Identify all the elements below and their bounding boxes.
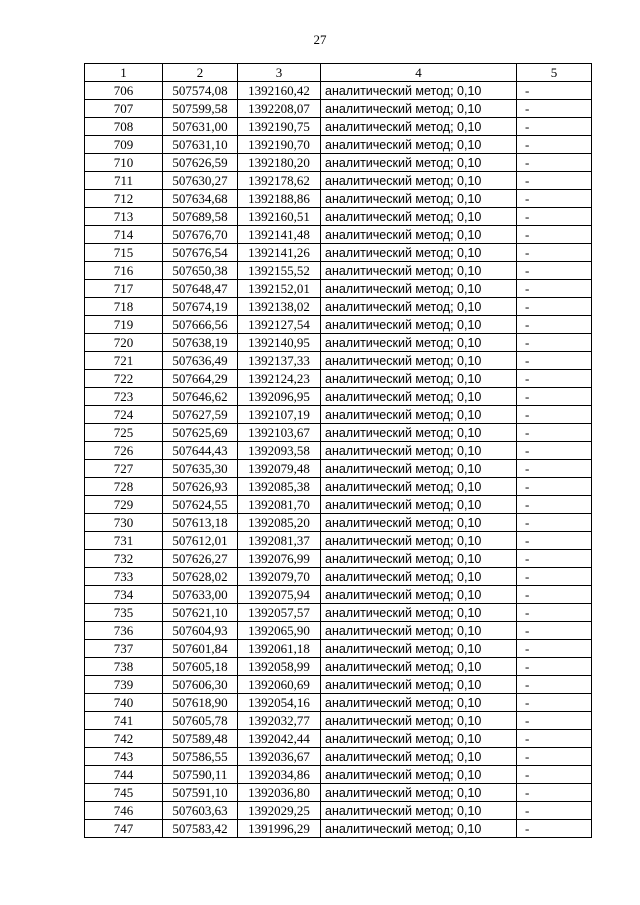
note-cell: - bbox=[517, 532, 592, 550]
table-header bbox=[85, 64, 592, 82]
note-cell: - bbox=[517, 298, 592, 316]
method-accuracy-cell: аналитический метод; 0,10 bbox=[321, 694, 517, 712]
method-accuracy-cell: аналитический метод; 0,10 bbox=[321, 370, 517, 388]
table-row bbox=[85, 172, 592, 190]
y-coordinate-cell: 1392155,52 bbox=[238, 262, 321, 280]
point-number-cell: 718 bbox=[85, 298, 163, 316]
y-coordinate-cell: 1392085,20 bbox=[238, 514, 321, 532]
x-coordinate-cell: 507631,00 bbox=[163, 118, 238, 136]
table-row bbox=[85, 334, 592, 352]
table-row bbox=[85, 190, 592, 208]
note-cell: - bbox=[517, 568, 592, 586]
x-coordinate-cell: 507625,69 bbox=[163, 424, 238, 442]
x-coordinate-cell: 507630,27 bbox=[163, 172, 238, 190]
note-cell: - bbox=[517, 586, 592, 604]
note-cell: - bbox=[517, 352, 592, 370]
note-cell: - bbox=[517, 550, 592, 568]
table-row bbox=[85, 550, 592, 568]
y-coordinate-cell: 1392079,48 bbox=[238, 460, 321, 478]
method-accuracy-cell: аналитический метод; 0,10 bbox=[321, 514, 517, 532]
y-coordinate-cell: 1392152,01 bbox=[238, 280, 321, 298]
table-row bbox=[85, 748, 592, 766]
x-coordinate-cell: 507621,10 bbox=[163, 604, 238, 622]
point-number-cell: 743 bbox=[85, 748, 163, 766]
method-accuracy-cell: аналитический метод; 0,10 bbox=[321, 190, 517, 208]
table-row bbox=[85, 424, 592, 442]
note-cell: - bbox=[517, 136, 592, 154]
point-number-cell: 728 bbox=[85, 478, 163, 496]
y-coordinate-cell: 1392188,86 bbox=[238, 190, 321, 208]
y-coordinate-cell: 1392140,95 bbox=[238, 334, 321, 352]
point-number-cell: 727 bbox=[85, 460, 163, 478]
point-number-cell: 734 bbox=[85, 586, 163, 604]
y-coordinate-cell: 1392127,54 bbox=[238, 316, 321, 334]
point-number-cell: 740 bbox=[85, 694, 163, 712]
table-row bbox=[85, 730, 592, 748]
point-number-cell: 746 bbox=[85, 802, 163, 820]
y-coordinate-cell: 1392081,70 bbox=[238, 496, 321, 514]
point-number-cell: 723 bbox=[85, 388, 163, 406]
y-coordinate-cell: 1392190,75 bbox=[238, 118, 321, 136]
x-coordinate-cell: 507644,43 bbox=[163, 442, 238, 460]
method-accuracy-cell: аналитический метод; 0,10 bbox=[321, 316, 517, 334]
x-coordinate-cell: 507627,59 bbox=[163, 406, 238, 424]
note-cell: - bbox=[517, 316, 592, 334]
method-accuracy-cell: аналитический метод; 0,10 bbox=[321, 208, 517, 226]
method-accuracy-cell: аналитический метод; 0,10 bbox=[321, 100, 517, 118]
table-row bbox=[85, 352, 592, 370]
note-cell: - bbox=[517, 262, 592, 280]
y-coordinate-cell: 1392079,70 bbox=[238, 568, 321, 586]
note-cell: - bbox=[517, 154, 592, 172]
y-coordinate-cell: 1392208,07 bbox=[238, 100, 321, 118]
method-accuracy-cell: аналитический метод; 0,10 bbox=[321, 352, 517, 370]
note-cell: - bbox=[517, 118, 592, 136]
method-accuracy-cell: аналитический метод; 0,10 bbox=[321, 802, 517, 820]
note-cell: - bbox=[517, 820, 592, 838]
table-row bbox=[85, 208, 592, 226]
point-number-cell: 731 bbox=[85, 532, 163, 550]
table-row bbox=[85, 568, 592, 586]
method-accuracy-cell: аналитический метод; 0,10 bbox=[321, 298, 517, 316]
point-number-cell: 738 bbox=[85, 658, 163, 676]
method-accuracy-cell: аналитический метод; 0,10 bbox=[321, 586, 517, 604]
note-cell: - bbox=[517, 748, 592, 766]
method-accuracy-cell: аналитический метод; 0,10 bbox=[321, 604, 517, 622]
x-coordinate-cell: 507646,62 bbox=[163, 388, 238, 406]
y-coordinate-cell: 1392058,99 bbox=[238, 658, 321, 676]
method-accuracy-cell: аналитический метод; 0,10 bbox=[321, 550, 517, 568]
method-accuracy-cell: аналитический метод; 0,10 bbox=[321, 226, 517, 244]
method-accuracy-cell: аналитический метод; 0,10 bbox=[321, 784, 517, 802]
point-number-cell: 721 bbox=[85, 352, 163, 370]
note-cell: - bbox=[517, 334, 592, 352]
x-coordinate-cell: 507666,56 bbox=[163, 316, 238, 334]
method-accuracy-cell: аналитический метод; 0,10 bbox=[321, 406, 517, 424]
x-coordinate-cell: 507631,10 bbox=[163, 136, 238, 154]
note-cell: - bbox=[517, 802, 592, 820]
x-coordinate-cell: 507638,19 bbox=[163, 334, 238, 352]
note-cell: - bbox=[517, 460, 592, 478]
x-coordinate-cell: 507612,01 bbox=[163, 532, 238, 550]
x-coordinate-cell: 507634,68 bbox=[163, 190, 238, 208]
method-accuracy-cell: аналитический метод; 0,10 bbox=[321, 118, 517, 136]
x-coordinate-cell: 507605,78 bbox=[163, 712, 238, 730]
x-coordinate-cell: 507583,42 bbox=[163, 820, 238, 838]
x-coordinate-cell: 507613,18 bbox=[163, 514, 238, 532]
x-coordinate-cell: 507626,59 bbox=[163, 154, 238, 172]
y-coordinate-cell: 1392075,94 bbox=[238, 586, 321, 604]
point-number-cell: 732 bbox=[85, 550, 163, 568]
x-coordinate-cell: 507674,19 bbox=[163, 298, 238, 316]
method-accuracy-cell: аналитический метод; 0,10 bbox=[321, 766, 517, 784]
method-accuracy-cell: аналитический метод; 0,10 bbox=[321, 154, 517, 172]
note-cell: - bbox=[517, 784, 592, 802]
table-body bbox=[85, 82, 592, 838]
point-number-cell: 709 bbox=[85, 136, 163, 154]
x-coordinate-cell: 507676,70 bbox=[163, 226, 238, 244]
coordinates-table bbox=[84, 63, 592, 838]
table-row bbox=[85, 298, 592, 316]
point-number-cell: 745 bbox=[85, 784, 163, 802]
y-coordinate-cell: 1392103,67 bbox=[238, 424, 321, 442]
note-cell: - bbox=[517, 640, 592, 658]
method-accuracy-cell: аналитический метод; 0,10 bbox=[321, 82, 517, 100]
note-cell: - bbox=[517, 730, 592, 748]
note-cell: - bbox=[517, 514, 592, 532]
y-coordinate-cell: 1392065,90 bbox=[238, 622, 321, 640]
table-row bbox=[85, 118, 592, 136]
table-row bbox=[85, 370, 592, 388]
note-cell: - bbox=[517, 676, 592, 694]
note-cell: - bbox=[517, 172, 592, 190]
table-row bbox=[85, 514, 592, 532]
header-row bbox=[85, 64, 592, 82]
x-coordinate-cell: 507574,08 bbox=[163, 82, 238, 100]
column-header-3: 3 bbox=[238, 64, 321, 82]
point-number-cell: 742 bbox=[85, 730, 163, 748]
method-accuracy-cell: аналитический метод; 0,10 bbox=[321, 568, 517, 586]
y-coordinate-cell: 1392036,80 bbox=[238, 784, 321, 802]
x-coordinate-cell: 507586,55 bbox=[163, 748, 238, 766]
y-coordinate-cell: 1392076,99 bbox=[238, 550, 321, 568]
point-number-cell: 744 bbox=[85, 766, 163, 784]
point-number-cell: 736 bbox=[85, 622, 163, 640]
method-accuracy-cell: аналитический метод; 0,10 bbox=[321, 478, 517, 496]
table-row bbox=[85, 316, 592, 334]
y-coordinate-cell: 1392032,77 bbox=[238, 712, 321, 730]
x-coordinate-cell: 507626,27 bbox=[163, 550, 238, 568]
point-number-cell: 722 bbox=[85, 370, 163, 388]
point-number-cell: 735 bbox=[85, 604, 163, 622]
table-row bbox=[85, 532, 592, 550]
y-coordinate-cell: 1392034,86 bbox=[238, 766, 321, 784]
column-header-5: 5 bbox=[517, 64, 592, 82]
table-row bbox=[85, 802, 592, 820]
y-coordinate-cell: 1392160,51 bbox=[238, 208, 321, 226]
point-number-cell: 720 bbox=[85, 334, 163, 352]
table-row bbox=[85, 100, 592, 118]
table-row bbox=[85, 244, 592, 262]
note-cell: - bbox=[517, 82, 592, 100]
table-row bbox=[85, 406, 592, 424]
method-accuracy-cell: аналитический метод; 0,10 bbox=[321, 388, 517, 406]
y-coordinate-cell: 1392085,38 bbox=[238, 478, 321, 496]
y-coordinate-cell: 1392137,33 bbox=[238, 352, 321, 370]
table-row bbox=[85, 388, 592, 406]
y-coordinate-cell: 1392036,67 bbox=[238, 748, 321, 766]
table-row bbox=[85, 442, 592, 460]
y-coordinate-cell: 1392178,62 bbox=[238, 172, 321, 190]
point-number-cell: 717 bbox=[85, 280, 163, 298]
method-accuracy-cell: аналитический метод; 0,10 bbox=[321, 730, 517, 748]
point-number-cell: 715 bbox=[85, 244, 163, 262]
table-row bbox=[85, 226, 592, 244]
point-number-cell: 716 bbox=[85, 262, 163, 280]
point-number-cell: 707 bbox=[85, 100, 163, 118]
note-cell: - bbox=[517, 622, 592, 640]
x-coordinate-cell: 507599,58 bbox=[163, 100, 238, 118]
table-row bbox=[85, 496, 592, 514]
note-cell: - bbox=[517, 496, 592, 514]
table-row bbox=[85, 586, 592, 604]
method-accuracy-cell: аналитический метод; 0,10 bbox=[321, 640, 517, 658]
method-accuracy-cell: аналитический метод; 0,10 bbox=[321, 460, 517, 478]
point-number-cell: 708 bbox=[85, 118, 163, 136]
point-number-cell: 741 bbox=[85, 712, 163, 730]
note-cell: - bbox=[517, 766, 592, 784]
table-row bbox=[85, 136, 592, 154]
table-row bbox=[85, 604, 592, 622]
method-accuracy-cell: аналитический метод; 0,10 bbox=[321, 334, 517, 352]
y-coordinate-cell: 1392060,69 bbox=[238, 676, 321, 694]
page-number: 27 bbox=[313, 32, 327, 47]
y-coordinate-cell: 1392141,48 bbox=[238, 226, 321, 244]
x-coordinate-cell: 507624,55 bbox=[163, 496, 238, 514]
method-accuracy-cell: аналитический метод; 0,10 bbox=[321, 622, 517, 640]
table-row bbox=[85, 640, 592, 658]
table-row bbox=[85, 676, 592, 694]
table-row bbox=[85, 784, 592, 802]
method-accuracy-cell: аналитический метод; 0,10 bbox=[321, 136, 517, 154]
x-coordinate-cell: 507589,48 bbox=[163, 730, 238, 748]
note-cell: - bbox=[517, 604, 592, 622]
method-accuracy-cell: аналитический метод; 0,10 bbox=[321, 424, 517, 442]
table-row bbox=[85, 622, 592, 640]
x-coordinate-cell: 507605,18 bbox=[163, 658, 238, 676]
note-cell: - bbox=[517, 226, 592, 244]
table-row bbox=[85, 694, 592, 712]
x-coordinate-cell: 507618,90 bbox=[163, 694, 238, 712]
point-number-cell: 711 bbox=[85, 172, 163, 190]
point-number-cell: 724 bbox=[85, 406, 163, 424]
point-number-cell: 726 bbox=[85, 442, 163, 460]
method-accuracy-cell: аналитический метод; 0,10 bbox=[321, 262, 517, 280]
point-number-cell: 710 bbox=[85, 154, 163, 172]
point-number-cell: 713 bbox=[85, 208, 163, 226]
x-coordinate-cell: 507648,47 bbox=[163, 280, 238, 298]
point-number-cell: 747 bbox=[85, 820, 163, 838]
method-accuracy-cell: аналитический метод; 0,10 bbox=[321, 244, 517, 262]
x-coordinate-cell: 507606,30 bbox=[163, 676, 238, 694]
note-cell: - bbox=[517, 424, 592, 442]
table-row bbox=[85, 658, 592, 676]
x-coordinate-cell: 507664,29 bbox=[163, 370, 238, 388]
x-coordinate-cell: 507633,00 bbox=[163, 586, 238, 604]
method-accuracy-cell: аналитический метод; 0,10 bbox=[321, 658, 517, 676]
point-number-cell: 725 bbox=[85, 424, 163, 442]
x-coordinate-cell: 507590,11 bbox=[163, 766, 238, 784]
y-coordinate-cell: 1392081,37 bbox=[238, 532, 321, 550]
method-accuracy-cell: аналитический метод; 0,10 bbox=[321, 532, 517, 550]
y-coordinate-cell: 1392107,19 bbox=[238, 406, 321, 424]
note-cell: - bbox=[517, 280, 592, 298]
column-header-1: 1 bbox=[85, 64, 163, 82]
method-accuracy-cell: аналитический метод; 0,10 bbox=[321, 748, 517, 766]
y-coordinate-cell: 1392190,70 bbox=[238, 136, 321, 154]
table-row bbox=[85, 460, 592, 478]
y-coordinate-cell: 1392138,02 bbox=[238, 298, 321, 316]
point-number-cell: 729 bbox=[85, 496, 163, 514]
y-coordinate-cell: 1391996,29 bbox=[238, 820, 321, 838]
table-row bbox=[85, 280, 592, 298]
note-cell: - bbox=[517, 388, 592, 406]
note-cell: - bbox=[517, 406, 592, 424]
note-cell: - bbox=[517, 370, 592, 388]
note-cell: - bbox=[517, 244, 592, 262]
column-header-4: 4 bbox=[321, 64, 517, 82]
method-accuracy-cell: аналитический метод; 0,10 bbox=[321, 172, 517, 190]
y-coordinate-cell: 1392042,44 bbox=[238, 730, 321, 748]
note-cell: - bbox=[517, 190, 592, 208]
y-coordinate-cell: 1392180,20 bbox=[238, 154, 321, 172]
point-number-cell: 719 bbox=[85, 316, 163, 334]
x-coordinate-cell: 507601,84 bbox=[163, 640, 238, 658]
note-cell: - bbox=[517, 712, 592, 730]
table-row bbox=[85, 82, 592, 100]
y-coordinate-cell: 1392057,57 bbox=[238, 604, 321, 622]
x-coordinate-cell: 507626,93 bbox=[163, 478, 238, 496]
table-row bbox=[85, 712, 592, 730]
point-number-cell: 712 bbox=[85, 190, 163, 208]
y-coordinate-cell: 1392054,16 bbox=[238, 694, 321, 712]
y-coordinate-cell: 1392096,95 bbox=[238, 388, 321, 406]
x-coordinate-cell: 507635,30 bbox=[163, 460, 238, 478]
note-cell: - bbox=[517, 478, 592, 496]
y-coordinate-cell: 1392124,23 bbox=[238, 370, 321, 388]
note-cell: - bbox=[517, 442, 592, 460]
table-row bbox=[85, 820, 592, 838]
x-coordinate-cell: 507650,38 bbox=[163, 262, 238, 280]
point-number-cell: 733 bbox=[85, 568, 163, 586]
table-row bbox=[85, 154, 592, 172]
method-accuracy-cell: аналитический метод; 0,10 bbox=[321, 496, 517, 514]
note-cell: - bbox=[517, 100, 592, 118]
x-coordinate-cell: 507628,02 bbox=[163, 568, 238, 586]
x-coordinate-cell: 507604,93 bbox=[163, 622, 238, 640]
point-number-cell: 706 bbox=[85, 82, 163, 100]
y-coordinate-cell: 1392093,58 bbox=[238, 442, 321, 460]
note-cell: - bbox=[517, 208, 592, 226]
x-coordinate-cell: 507636,49 bbox=[163, 352, 238, 370]
point-number-cell: 737 bbox=[85, 640, 163, 658]
x-coordinate-cell: 507603,63 bbox=[163, 802, 238, 820]
y-coordinate-cell: 1392160,42 bbox=[238, 82, 321, 100]
table-row bbox=[85, 478, 592, 496]
method-accuracy-cell: аналитический метод; 0,10 bbox=[321, 676, 517, 694]
y-coordinate-cell: 1392061,18 bbox=[238, 640, 321, 658]
point-number-cell: 730 bbox=[85, 514, 163, 532]
method-accuracy-cell: аналитический метод; 0,10 bbox=[321, 712, 517, 730]
table-row bbox=[85, 262, 592, 280]
method-accuracy-cell: аналитический метод; 0,10 bbox=[321, 820, 517, 838]
method-accuracy-cell: аналитический метод; 0,10 bbox=[321, 442, 517, 460]
y-coordinate-cell: 1392029,25 bbox=[238, 802, 321, 820]
x-coordinate-cell: 507689,58 bbox=[163, 208, 238, 226]
point-number-cell: 714 bbox=[85, 226, 163, 244]
point-number-cell: 739 bbox=[85, 676, 163, 694]
y-coordinate-cell: 1392141,26 bbox=[238, 244, 321, 262]
note-cell: - bbox=[517, 694, 592, 712]
x-coordinate-cell: 507591,10 bbox=[163, 784, 238, 802]
note-cell: - bbox=[517, 658, 592, 676]
x-coordinate-cell: 507676,54 bbox=[163, 244, 238, 262]
method-accuracy-cell: аналитический метод; 0,10 bbox=[321, 280, 517, 298]
column-header-2: 2 bbox=[163, 64, 238, 82]
table-row bbox=[85, 766, 592, 784]
